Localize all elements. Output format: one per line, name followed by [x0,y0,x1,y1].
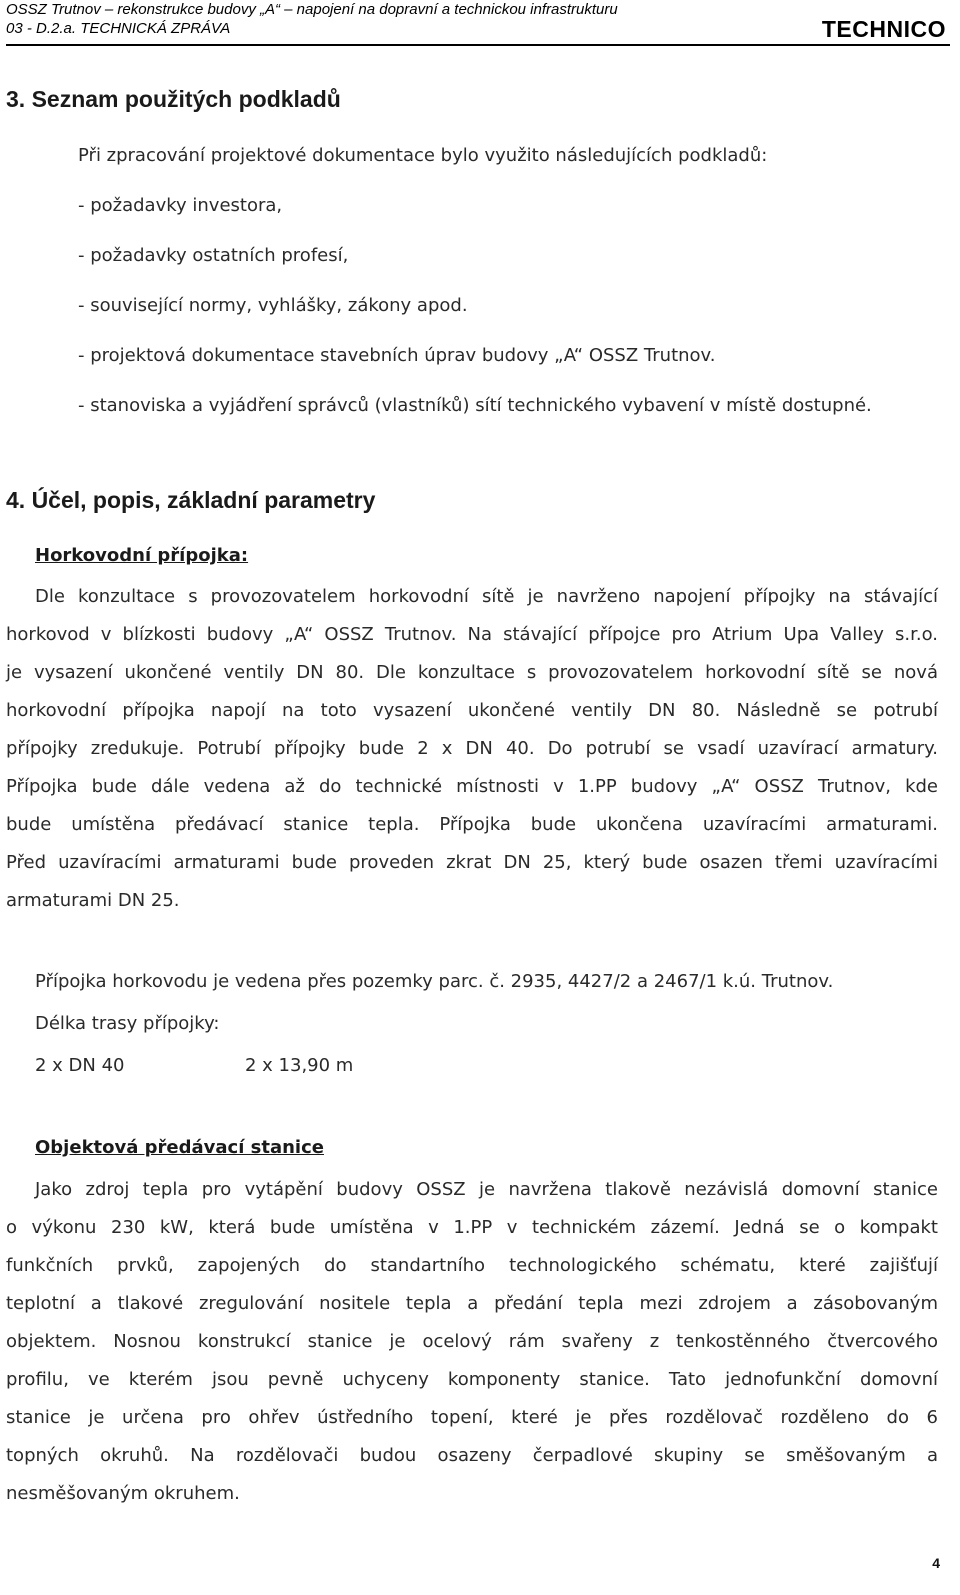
list-item: - požadavky investora, [78,195,283,216]
paragraph-line: Před uzavíracími armaturami bude proveden zkrat DN 25, který bude osazen třemi uzavíracími [6,852,938,873]
paragraph-line: nesměšovaným okruhem. [6,1483,240,1504]
paragraph-line: topných okruhů. Na rozdělovači budou osazeny čerpadlové skupiny se směšovaným a [6,1445,938,1466]
list-item: - požadavky ostatních profesí, [78,245,349,266]
horkovod-paragraph [6,578,938,920]
paragraph-line: profilu, ve kterém jsou pevně uchyceny komponenty stanice. Tato jednofunkční domovní [6,1369,938,1390]
paragraph-line: funkčních prvků, zapojených do standartního technologického schématu, které zajišťují [6,1255,938,1276]
paragraph-line: horkovod v blízkosti budovy „A“ OSSZ Trutnov. Na stávající přípojce pro Atrium Upa Valley s.r.o. [6,624,938,645]
header-project-title: OSSZ Trutnov – rekonstrukce budovy „A“ – napojení na dopravní a technickou infrastrukturu [6,1,618,18]
paragraph-line: o výkonu 230 kW, která bude umístěna v 1.PP v technickém zázemí. Jedná se o kompakt [6,1217,938,1238]
paragraph-line: objektem. Nosnou konstrukcí stanice je ocelový rám svařeny z tenkostěnného čtvercového [6,1331,938,1352]
list-item: - související normy, vyhlášky, zákony apod. [78,295,468,316]
section-4-heading: 4. Účel, popis, základní parametry [6,487,376,513]
header-document-title: 03 - D.2.a. TECHNICKÁ ZPRÁVA [6,20,231,37]
delka-label: Délka trasy přípojky: [35,1013,220,1034]
paragraph-line: je vysazení ukončené ventily DN 80. Dle konzultace s provozovatelem horkovodní sítě se nová [6,662,938,683]
paragraph-line: teplotní a tlakové zregulování nositele tepla a předání tepla mezi zdrojem a zásobovaným [6,1293,938,1314]
paragraph-line: bude umístěna předávací stanice tepla. Přípojka bude ukončena uzavíracími armaturami. [6,814,938,835]
list-item: - stanoviska a vyjádření správců (vlastníků) sítí technického vybavení v místě dostupné. [78,395,872,416]
horkovod-subheading: Horkovodní přípojka: [35,545,249,566]
stanice-subheading: Objektová předávací stanice [35,1137,324,1158]
list-item: - projektová dokumentace stavebních úprav budovy „A“ OSSZ Trutnov. [78,345,716,366]
pozemky-text: Přípojka horkovodu je vedena přes pozemky parc. č. 2935, 4427/2 a 2467/1 k.ú. Trutnov. [35,971,834,992]
section-3-heading: 3. Seznam použitých podkladů [6,86,341,112]
section-3-intro: Při zpracování projektové dokumentace bylo využito následujících podkladů: [78,145,768,166]
paragraph-line: horkovodní přípojka napojí na toto vysazení ukončené ventily DN 80. Následně se potrubí [6,700,938,721]
paragraph-line: přípojky zredukuje. Potrubí přípojky bude 2 x DN 40. Do potrubí se vsadí uzavírací armatury. [6,738,938,759]
paragraph-line: stanice je určena pro ohřev ústředního topení, které je přes rozdělovač rozděleno do 6 [6,1407,938,1428]
stanice-paragraph [6,1171,938,1513]
page-number: 4 [932,1555,940,1571]
paragraph-line: armaturami DN 25. [6,890,180,911]
paragraph-line: Přípojka bude dále vedena až do technické místnosti v 1.PP budovy „A“ OSSZ Trutnov, kde [6,776,938,797]
pipe-length: 2 x 13,90 m [245,1055,354,1076]
paragraph-line: Jako zdroj tepla pro vytápění budovy OSSZ je navržena tlakově nezávislá domovní stanice [35,1179,938,1200]
company-logo: TECHNICO [821,16,946,42]
page-header [6,0,950,46]
pipe-dimension: 2 x DN 40 [35,1055,125,1076]
paragraph-line: Dle konzultace s provozovatelem horkovodní sítě je navrženo napojení přípojky na stávající [35,586,938,607]
